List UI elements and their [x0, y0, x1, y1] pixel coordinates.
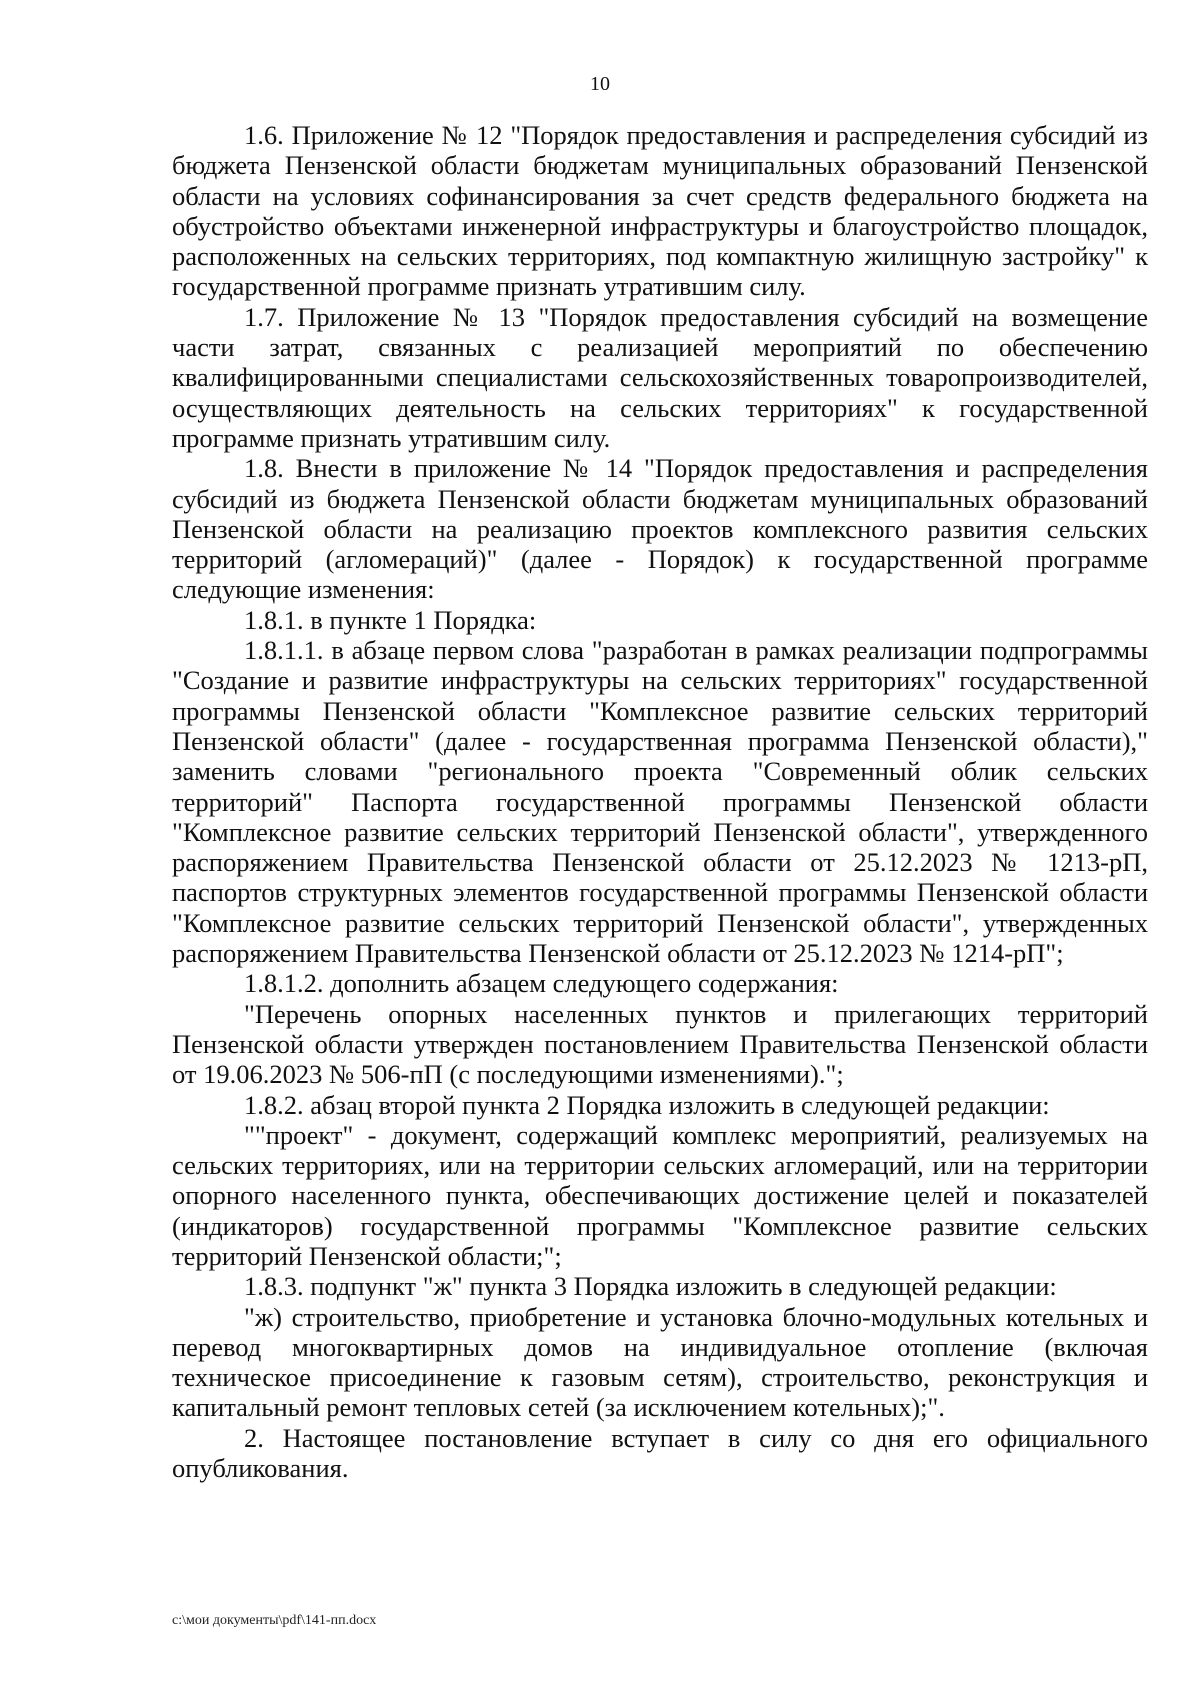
- paragraph-1-6: 1.6. Приложение № 12 "Порядок предоставления и распределения субсидий из бюджета Пензенской области бюджетам муниципальных образований Пензенской области на условиях софинансирования за счет средств федерального бюджета на обустройство объектами инженерной инфраструктуры и благоустройство площадок, расположенных на сельских территориях, под компактную жилищную застройку" к государственной программе признать утратившим силу.: [172, 120, 1148, 302]
- document-body: [172, 120, 1148, 1483]
- paragraph-1-8-3: 1.8.3. подпункт "ж" пункта 3 Порядка изложить в следующей редакции:: [244, 1271, 1057, 1302]
- paragraph-1-8-1: 1.8.1. в пункте 1 Порядка:: [244, 604, 537, 635]
- page-number: 10: [590, 73, 610, 95]
- paragraph-1-8-1-2: 1.8.1.2. дополнить абзацем следующего содержания:: [244, 968, 839, 999]
- paragraph-1-7: 1.7. Приложение № 13 "Порядок предоставления субсидий на возмещение части затрат, связанных с реализацией мероприятий по обеспечению квалифицированными специалистами сельскохозяйственных товаропроизводителей, осуществляющих деятельность на сельских территориях" к государственной программе признать утратившим силу.: [172, 301, 1148, 453]
- paragraph-1-8: 1.8. Внести в приложение № 14 "Порядок предоставления и распределения субсидий из бюджета Пензенской области бюджетам муниципальных образований Пензенской области на реализацию проектов комплексного развития сельских территорий (агломераций)" (далее - Порядок) к государственной программе следующие изменения:: [172, 453, 1148, 605]
- paragraph-2: 2. Настоящее постановление вступает в силу со дня его официального опубликования.: [172, 1422, 1148, 1484]
- paragraph-1-8-1-1: 1.8.1.1. в абзаце первом слова "разработан в рамках реализации подпрограммы "Создание и развитие инфраструктуры на сельских территориях" государственной программы Пензенской области "Комплексное развитие сельских территорий Пензенской области" (далее - государственная программа Пензенской области)," заменить словами "регионального проекта "Современный облик сельских территорий" Паспорта государственной программы Пензенской области "Комплексное развитие сельских территорий Пензенской области", утвержденного распоряжением Правительства Пензенской области от 25.12.2023 № 1213-рП, паспортов структурных элементов государственной программы Пензенской области "Комплексное развитие сельских территорий Пензенской области", утвержденных распоряжением Правительства Пензенской области от 25.12.2023 № 1214-рП";: [172, 635, 1148, 969]
- paragraph-quote-list: "Перечень опорных населенных пунктов и прилегающих территорий Пензенской области утвержден постановлением Правительства Пензенской области от 19.06.2023 № 506-пП (с последующими изменениями).";: [172, 998, 1148, 1090]
- paragraph-1-8-2: 1.8.2. абзац второй пункта 2 Порядка изложить в следующей редакции:: [244, 1089, 1050, 1120]
- paragraph-quote-zh: "ж) строительство, приобретение и установка блочно-модульных котельных и перевод многоквартирных домов на индивидуальное отопление (включая техническое присоединение к газовым сетям), строительство, реконструкция и капитальный ремонт тепловых сетей (за исключением котельных);".: [172, 1301, 1148, 1423]
- footer-file-path: c:\мои документы\pdf\141-пп.docx: [172, 1613, 377, 1628]
- paragraph-quote-project: ""проект" - документ, содержащий комплекс мероприятий, реализуемых на сельских территориях, или на территории сельских агломераций, или на территории опорного населенного пункта, обеспечивающих достижение целей и показателей (индикаторов) государственной программы "Комплексное развитие сельских территорий Пензенской области;";: [172, 1119, 1148, 1271]
